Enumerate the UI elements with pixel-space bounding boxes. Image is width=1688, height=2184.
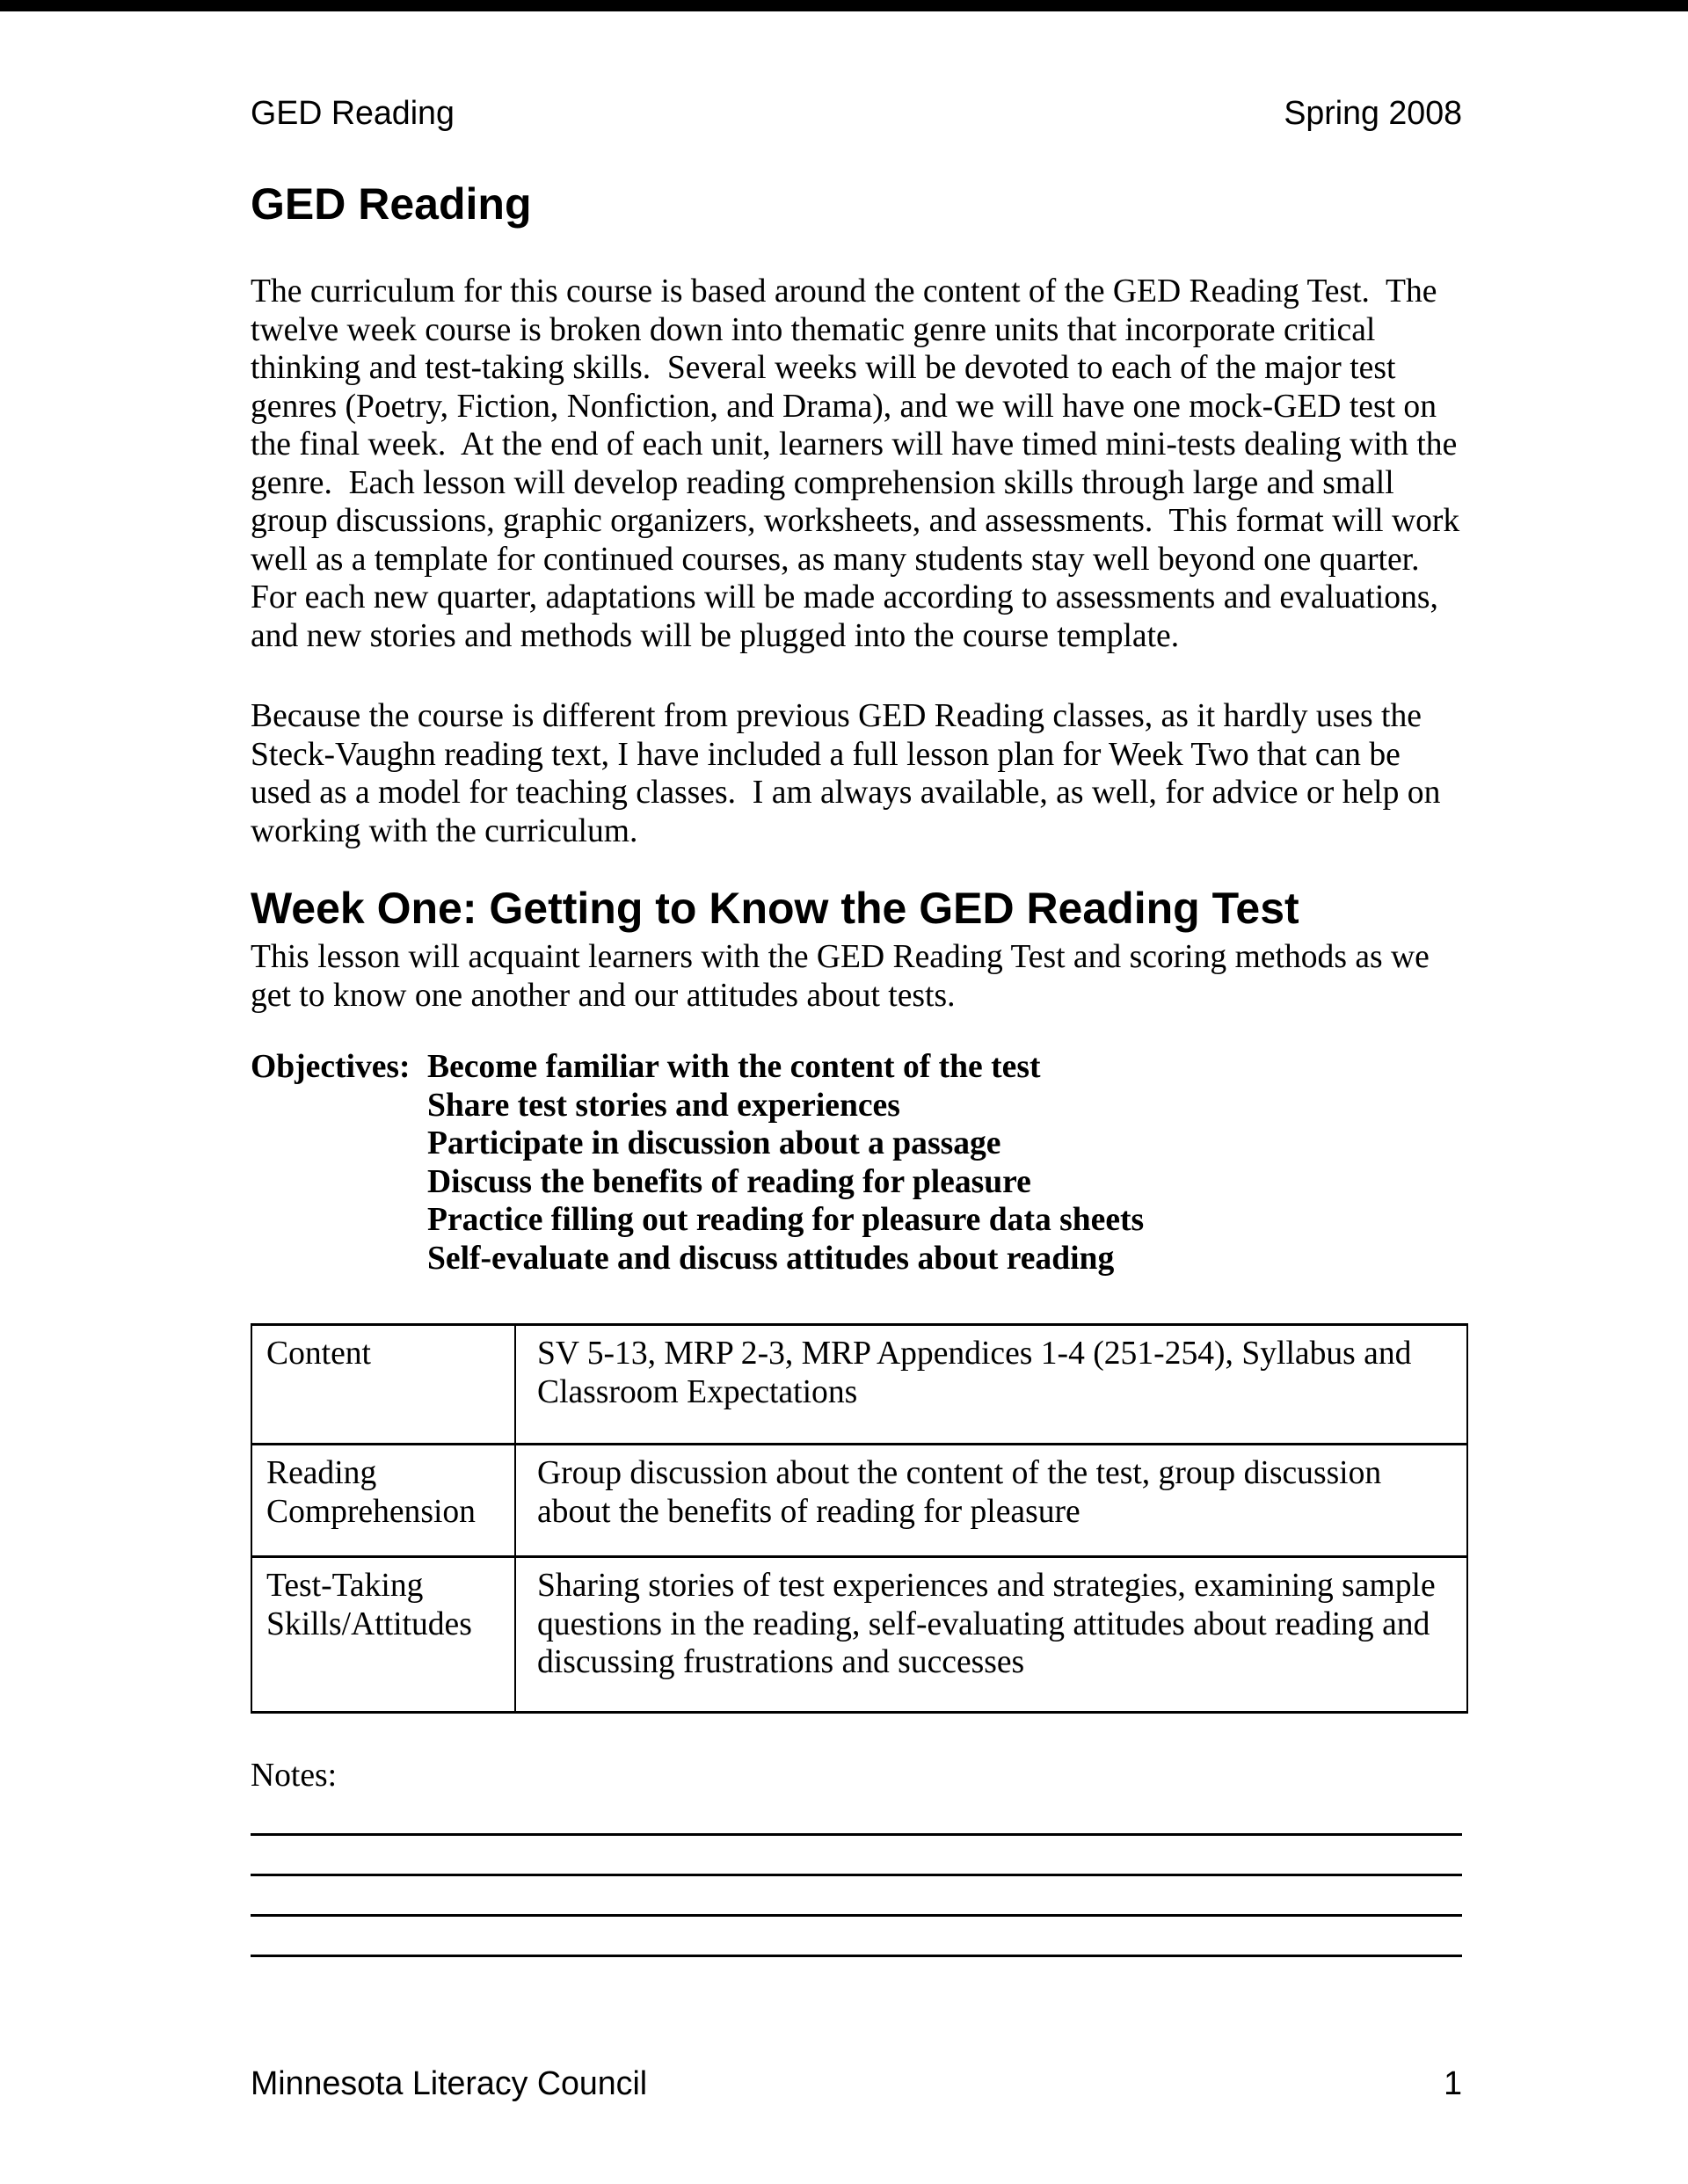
objective-item: Discuss the benefits of reading for pleasure [427,1163,1031,1200]
lesson-plan-table [251,1323,1468,1714]
page-footer [251,2064,1462,2102]
table-row-reading-comprehension [251,1445,1467,1557]
objective-item: Become familiar with the content of the test [427,1049,1041,1085]
footer-organization: Minnesota Literacy Council [251,2064,648,2101]
running-header-term: Spring 2008 [1284,94,1462,131]
table-row-label: Reading Comprehension [251,1445,515,1557]
page-content [251,0,1468,2102]
week-one-heading: Week One: Getting to Know the GED Reading Test [251,884,1299,933]
objective-item: Practice filling out reading for pleasure data sheets [427,1202,1145,1238]
table-row-label: Content [251,1325,515,1445]
table-row-content [251,1325,1467,1445]
objectives-label: Objectives: [251,1049,411,1085]
intro-paragraph-1: The curriculum for this course is based around the content of the GED Reading Test. The twelve week course is broken down into thematic genre units that incorporate critical thinking and test-taking skills. Several weeks will be devoted to each of the major test genres (Poetry, Fiction, Nonfiction, and Drama), and we will have one mock-GED test on the final week. At the end of each unit, learners will have timed mini-tests dealing with the genre. Each lesson will develop reading comprehension skills through large and small group discussions, graphic organizers, worksheets, and assessments. This format will work well as a template for continued courses, as many students stay well beyond one quarter. For each new quarter, adaptations will be made according to assessments and evaluations, and new stories and methods will be plugged into the course template. [251,273,1468,654]
notes-blank-line [251,1876,1462,1917]
intro-paragraph-2: Because the course is different from previous GED Reading classes, as it hardly uses the Steck-Vaughn reading text, I have included a full lesson plan for Week Two that can be used as a model for teaching classes. I am always available, as well, for advice or help on working with the curriculum. [251,698,1449,849]
lesson-plan-table-body [251,1325,1467,1713]
objective-item: Participate in discussion about a passage [427,1125,1001,1161]
table-row-value: Group discussion about the content of the test, group discussion about the benefits of reading for pleasure [515,1445,1467,1557]
table-row-value: Sharing stories of test experiences and strategies, examining sample questions in the reading, self-evaluating attitudes about reading and discussing frustrations and successes [515,1557,1467,1713]
objectives-block [251,1048,1462,1278]
document-title: GED Reading [251,179,532,229]
objective-item: Share test stories and experiences [427,1087,900,1124]
notes-write-in-lines [251,1795,1462,1957]
objectives-list [427,1048,1462,1278]
week-one-description: This lesson will acquaint learners with the GED Reading Test and scoring methods as we get to know one another and our attitudes about tests. [251,939,1438,1014]
table-row-value: SV 5-13, MRP 2-3, MRP Appendices 1-4 (251-254), Syllabus and Classroom Expectations [515,1325,1467,1445]
notes-label: Notes: [251,1758,338,1794]
notes-blank-line [251,1795,1462,1836]
table-row-label: Test-Taking Skills/Attitudes [251,1557,515,1713]
table-row-test-taking [251,1557,1467,1713]
notes-blank-line [251,1917,1462,1957]
running-header-title: GED Reading [251,94,455,131]
notes-blank-line [251,1836,1462,1876]
footer-page-number: 1 [1444,2064,1462,2101]
objective-item: Self-evaluate and discuss attitudes about reading [427,1240,1115,1277]
running-header [251,93,1462,132]
